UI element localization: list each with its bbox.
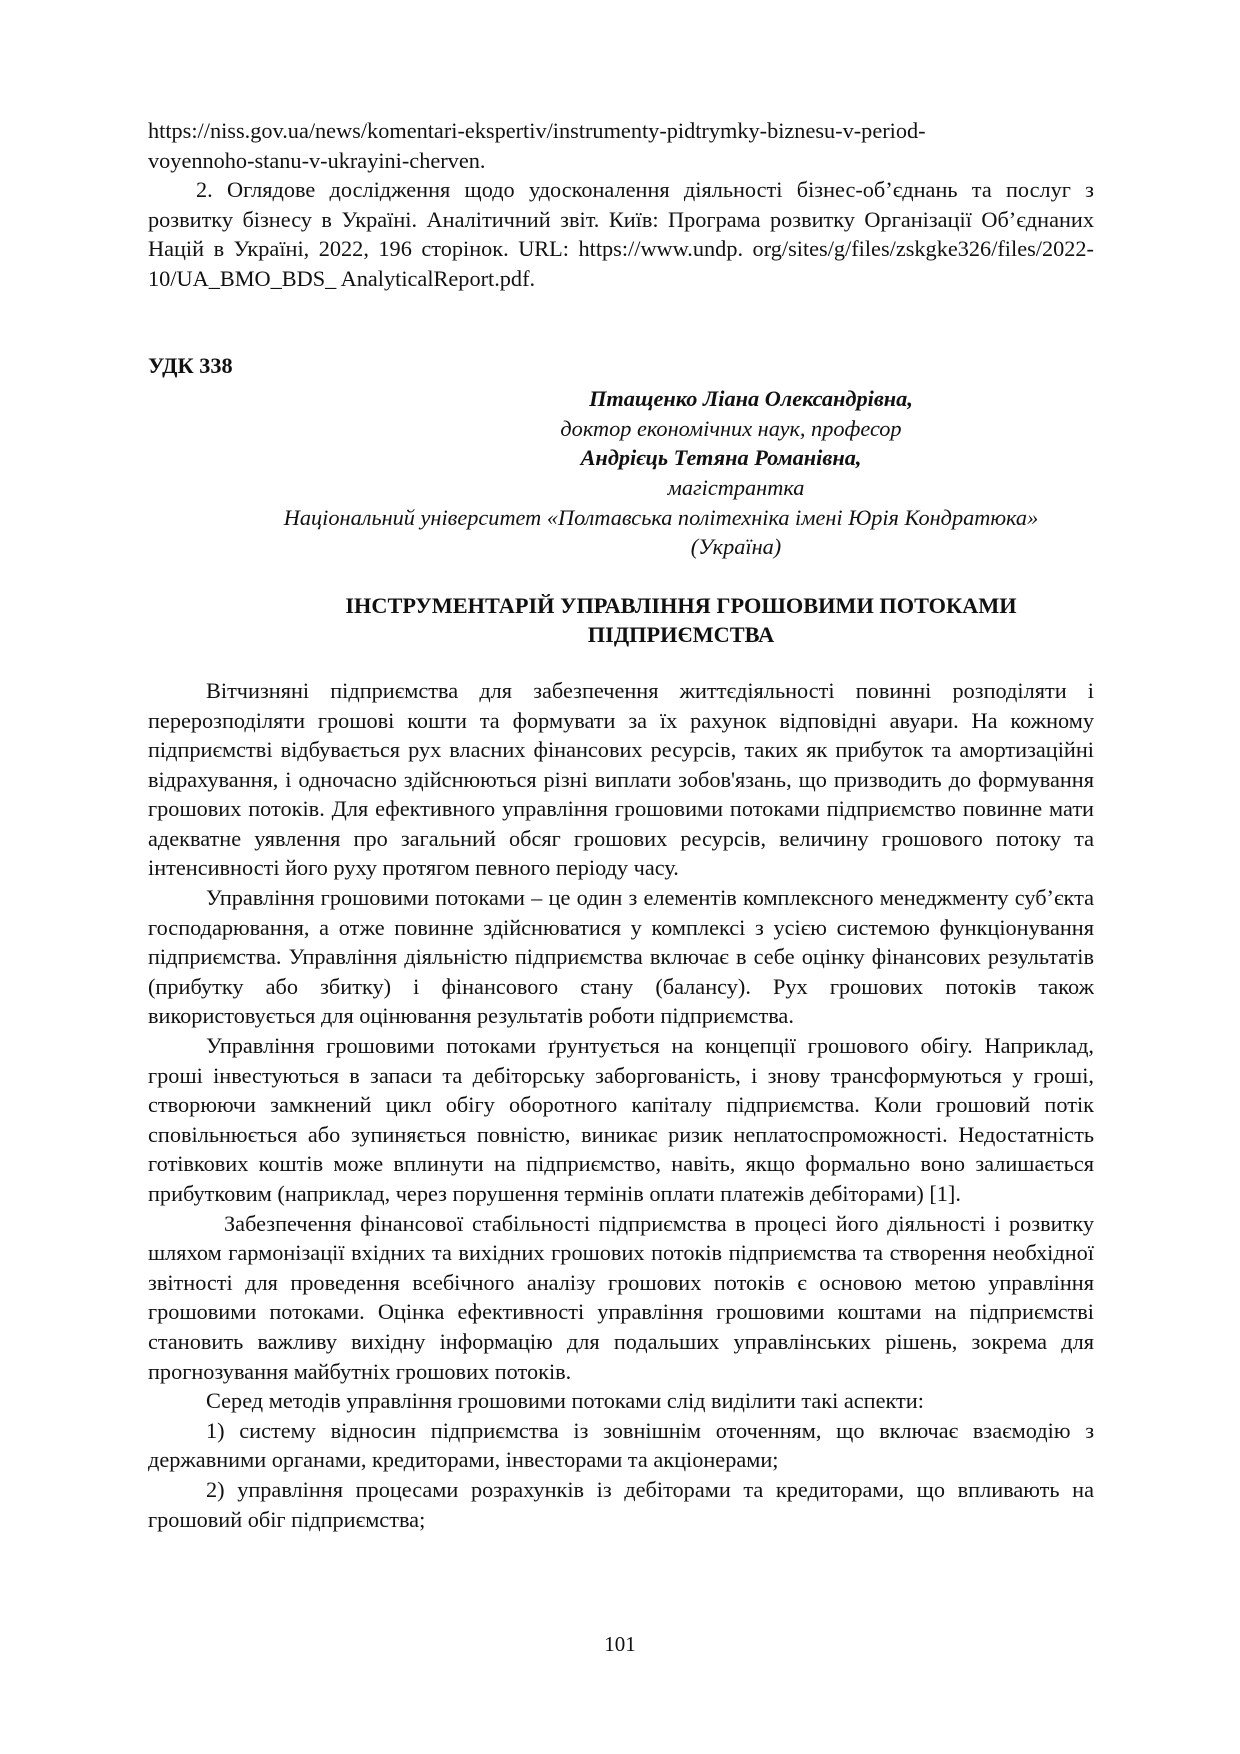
affiliation: Національний університет «Полтавська політехніка імені Юрія Кондратюка» xyxy=(283,504,1039,530)
body-paragraph: Вітчизняні підприємства для забезпечення життєдіяльності повинні розподіляти і перерозподіляти грошові кошти та формувати за їх рахунок відповідні авуари. На кожному підприємстві відбувається рух власних фінансових ресурсів, таких як прибуток та амортизаційні відрахування, і одночасно здійснюються різні виплати зобов'язань, що призводить до формування грошових потоків. Для ефективного управління грошовими потоками підприємство повинне мати адекватне уявлення про загальний обсяг грошових ресурсів, величину грошового потоку та інтенсивності його руху протягом певного періоду часу. xyxy=(148,677,1094,881)
article-title-line-1: ІНСТРУМЕНТАРІЙ УПРАВЛІННЯ ГРОШОВИМИ ПОТОКАМИ xyxy=(345,592,1017,618)
article-title xyxy=(148,591,1094,650)
reference-url-line-2: voyennoho-stanu-v-ukrayini-cherven. xyxy=(148,147,486,173)
author-1-title: доктор економічних наук, професор xyxy=(560,415,902,441)
article-body xyxy=(148,676,1094,1534)
author-2-title: магістрантка xyxy=(667,474,805,500)
country: (Україна) xyxy=(690,534,782,560)
list-item: 2) управління процесами розрахунків із дебіторами та кредиторами, що впливають на грошовий обіг підприємства; xyxy=(148,1476,1094,1532)
body-paragraph: Управління грошовими потоками ґрунтується на концепції грошового обігу. Наприклад, гроші інвестуються в запаси та дебіторську заборгованість, і знову трансформуються у гроші, створюючи замкнений цикл обігу оборотного капіталу підприємства. Коли грошовий потік сповільнюється або зупиняється повністю, виникає ризик неплатоспроможності. Недостатність готівкових коштів може вплинути на підприємство, навіть, якщо формально воно залишається прибутковим (наприклад, через порушення термінів оплати платежів дебіторами) [1]. xyxy=(148,1033,1094,1206)
author-2-name: Андрієць Тетяна Романівна, xyxy=(580,445,862,471)
author-block xyxy=(148,384,1094,562)
article-title-line-2: ПІДПРИЄМСТВА xyxy=(587,622,775,648)
body-paragraph: Управління грошовими потоками – це один з елементів комплексного менеджменту суб’єкта господарювання, а отже повинне здійснюватися у комплексі з усією системою функціонування підприємства. Управління діяльністю підприємства включає в себе оцінку фінансових результатів (прибутку або збитку) і фінансового стану (балансу). Рух грошових потоків також використовується для оцінювання результатів роботи підприємства. xyxy=(148,885,1094,1029)
reference-item-2: 2. Оглядове дослідження щодо удосконалення діяльності бізнес-об’єднань та послуг з розвитку бізнесу в Україні. Аналітичний звіт. Київ: Програма розвитку Організації Об’єднаних Націй в Україні, 2022, 196 сторінок. URL: https://www.undp. org/sites/g/files/zskgke326/files/2022-10/UA_BMO_BDS_ AnalyticalReport.pdf. xyxy=(148,177,1094,291)
page-number: 101 xyxy=(604,1632,636,1656)
body-paragraph: Серед методів управління грошовими потоками слід виділити такі аспекти: xyxy=(206,1388,924,1414)
author-1-name: Птащенко Ліана Олександрівна, xyxy=(589,386,913,412)
udk-code: УДК 338 xyxy=(148,352,233,378)
document-page xyxy=(148,116,1094,1534)
reference-url-line-1: https://niss.gov.ua/news/komentari-ekspertiv/instrumenty-pidtrymky-biznesu-v-period- xyxy=(148,118,926,143)
body-paragraph: Забезпечення фінансової стабільності підприємства в процесі його діяльності і розвитку шляхом гармонізації вхідних та вихідних грошових потоків підприємства та створення необхідної звітності для проведення всебічного аналізу грошових потоків є основою метою управління грошовими потоками. Оцінка ефективності управління грошовими коштами на підприємстві становить важливу вихідну інформацію для подальших управлінських рішень, зокрема для прогнозування майбутніх грошових потоків. xyxy=(148,1210,1094,1384)
list-item: 1) систему відносин підприємства із зовнішнім оточенням, що включає взаємодію з державними органами, кредиторами, інвесторами та акціонерами; xyxy=(148,1417,1094,1473)
